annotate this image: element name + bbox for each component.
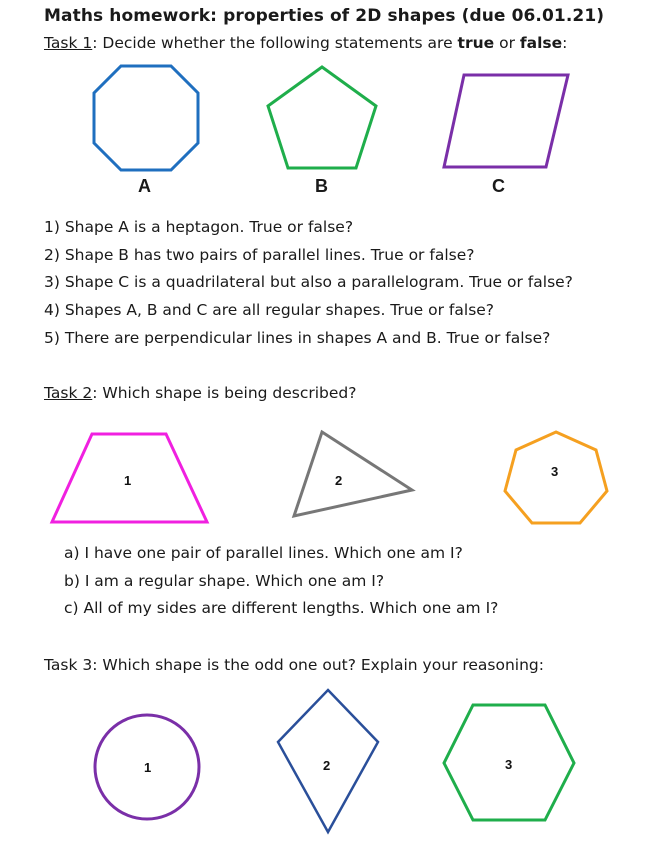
task1-prompt <box>44 34 567 52</box>
parallelogram-shape-c <box>440 72 572 170</box>
task1-question: 4) Shapes A, B and C are all regular shapes. True or false? <box>44 301 495 319</box>
page-title: Maths homework: properties of 2D shapes (due 06.01.21) <box>44 6 605 26</box>
shape-label-b: B <box>315 176 328 196</box>
task2-question: a) I have one pair of parallel lines. Which one am I? <box>64 544 463 562</box>
shape-number-1: 1 <box>144 760 152 775</box>
pentagon-shape-b <box>264 64 380 172</box>
task1-question: 1) Shape A is a heptagon. True or false? <box>44 218 354 236</box>
shape-label-a: A <box>138 176 151 196</box>
shape-number-1: 1 <box>124 473 132 488</box>
shape-number-2: 2 <box>323 758 331 773</box>
task1-name: Task 1 <box>44 34 93 52</box>
trapezium-shape-1 <box>50 432 210 524</box>
octagon-shape-a <box>90 62 202 174</box>
task1-question: 2) Shape B has two pairs of parallel lines. True or false? <box>44 246 475 264</box>
task1-prompt-end: : <box>562 34 568 52</box>
shape-label-c: C <box>492 176 505 196</box>
shape-number-3: 3 <box>551 464 559 479</box>
shape-number-3: 3 <box>505 757 513 772</box>
task1-true-word: true <box>457 34 495 52</box>
task1-question: 5) There are perpendicular lines in shapes A and B. True or false? <box>44 329 551 347</box>
task1-or-word: or <box>494 34 520 52</box>
shape-number-2: 2 <box>335 473 343 488</box>
task3-prompt: Task 3: Which shape is the odd one out? Explain your reasoning: <box>44 656 544 674</box>
task2-name: Task 2 <box>44 384 93 402</box>
heptagon-shape-3 <box>500 430 612 526</box>
hexagon-shape-3 <box>440 703 578 823</box>
task2-prompt <box>44 384 357 402</box>
task1-prompt-text: : Decide whether the following statements are <box>92 34 458 52</box>
task2-question: c) All of my sides are different lengths. Which one am I? <box>64 599 499 617</box>
task2-question: b) I am a regular shape. Which one am I? <box>64 572 385 590</box>
kite-shape-2 <box>274 688 382 836</box>
triangle-shape-2 <box>290 430 416 518</box>
circle-shape-1 <box>92 712 202 822</box>
task1-question: 3) Shape C is a quadrilateral but also a parallelogram. True or false? <box>44 273 573 291</box>
task1-false-word: false <box>519 34 563 52</box>
task2-prompt-text: : Which shape is being described? <box>92 384 357 402</box>
